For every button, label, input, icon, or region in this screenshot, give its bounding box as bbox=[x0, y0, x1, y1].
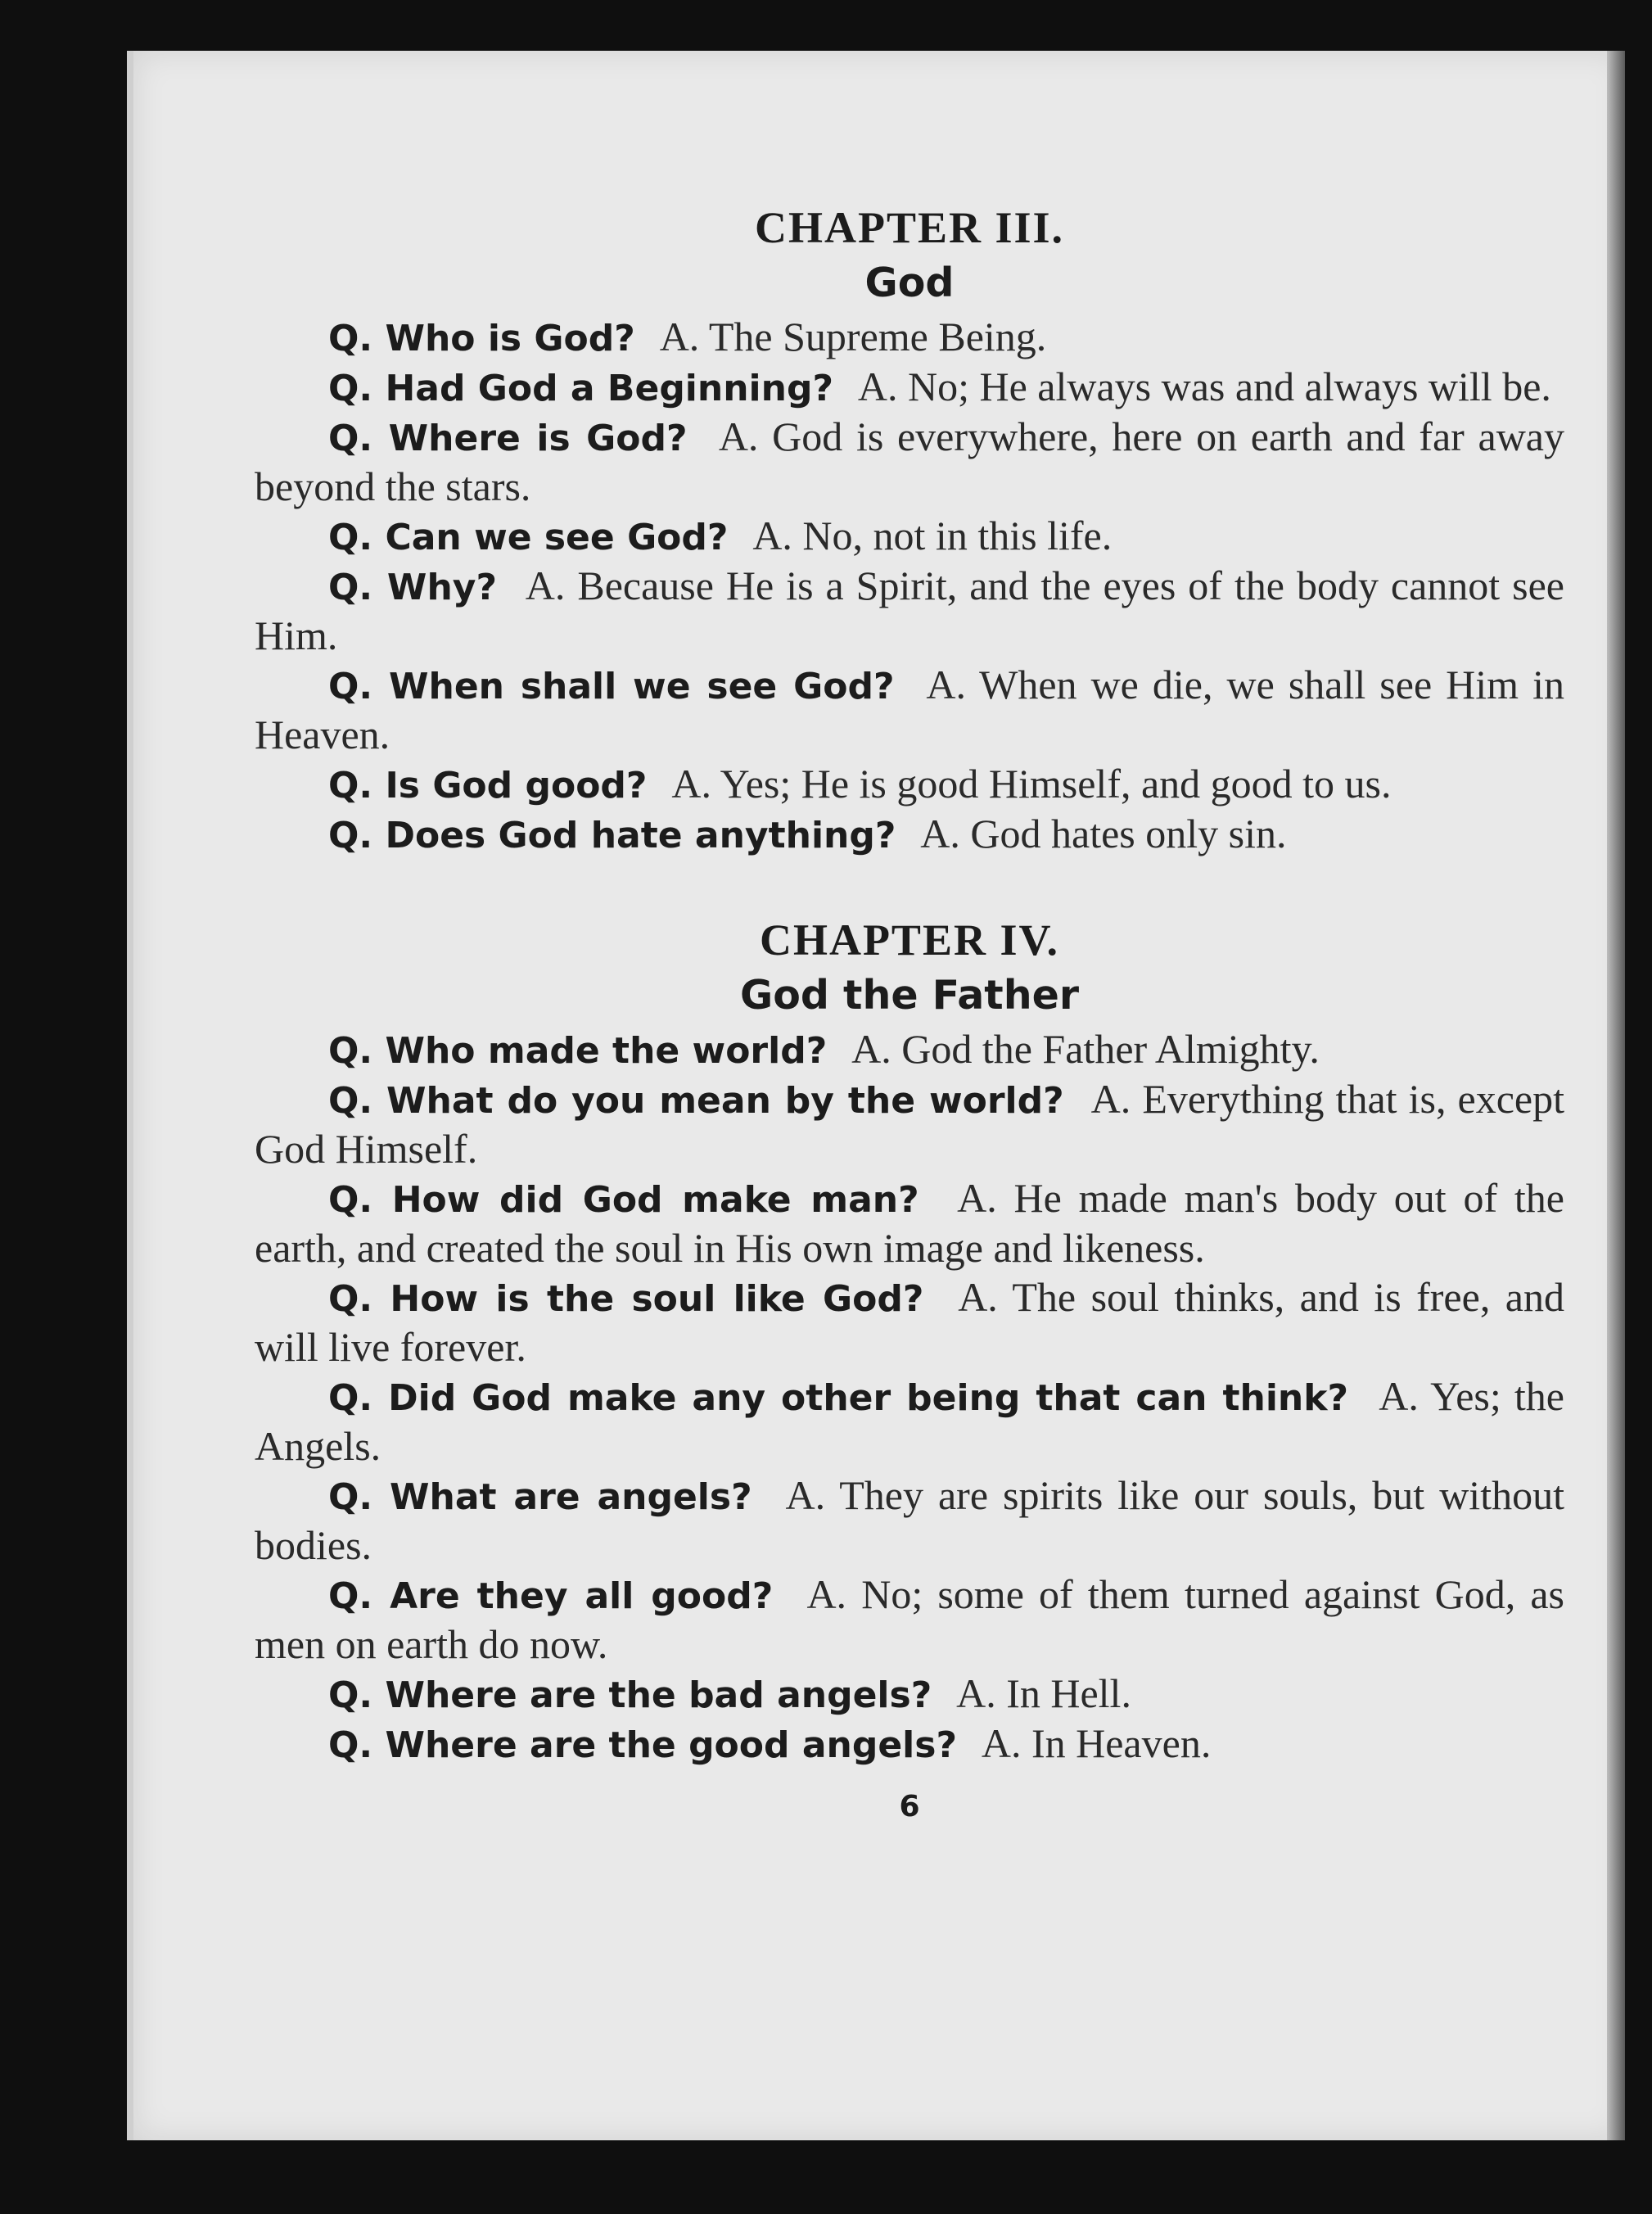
question: Q. Are they all good? bbox=[328, 1575, 774, 1617]
question: Q. How did God make man? bbox=[328, 1179, 919, 1221]
qa-item bbox=[255, 1719, 1564, 1769]
answer: A. Yes; He is good Himself, and good to us. bbox=[671, 761, 1392, 807]
question: Q. Did God make any other being that can think? bbox=[328, 1377, 1349, 1419]
question: Q. Is God good? bbox=[328, 765, 648, 807]
qa-item bbox=[255, 1471, 1564, 1570]
qa-item bbox=[255, 363, 1564, 413]
qa-item bbox=[255, 661, 1564, 760]
chapter-heading: CHAPTER IV. bbox=[759, 915, 1060, 965]
answer: A. Because He is a Spirit, and the eyes of the body cannot see Him. bbox=[255, 563, 1564, 658]
chapter-heading: CHAPTER III. bbox=[754, 203, 1065, 252]
question: Q. What do you mean by the world? bbox=[328, 1080, 1064, 1122]
answer: A. They are spirits like our souls, but without bodies. bbox=[255, 1472, 1564, 1568]
chapter-title: God bbox=[864, 260, 955, 306]
qa-item bbox=[255, 760, 1564, 810]
qa-item bbox=[255, 512, 1564, 562]
question: Q. Can we see God? bbox=[328, 517, 729, 558]
chapter-4 bbox=[255, 910, 1564, 1769]
qa-item bbox=[255, 1174, 1564, 1273]
question: Q. What are angels? bbox=[328, 1476, 752, 1518]
qa-item bbox=[255, 810, 1564, 860]
chapter-spacer bbox=[255, 860, 1564, 910]
qa-item bbox=[255, 562, 1564, 661]
chapter-3 bbox=[255, 198, 1564, 860]
answer: A. God is everywhere, here on earth and far away beyond the stars. bbox=[255, 413, 1564, 509]
qa-item bbox=[255, 1273, 1564, 1372]
qa-item bbox=[255, 1372, 1564, 1471]
question: Q. Who is God? bbox=[328, 318, 635, 359]
question: Q. Why? bbox=[328, 567, 497, 608]
question: Q. Where is God? bbox=[328, 418, 688, 459]
answer: A. When we die, we shall see Him in Heaven. bbox=[255, 662, 1564, 757]
question: Q. When shall we see God? bbox=[328, 666, 895, 707]
question: Q. How is the soul like God? bbox=[328, 1278, 924, 1320]
answer: A. God hates only sin. bbox=[920, 811, 1287, 856]
answer: A. No; He always was and always will be. bbox=[857, 364, 1551, 409]
answer: A. The Supreme Being. bbox=[659, 314, 1047, 359]
question: Q. Where are the bad angels? bbox=[328, 1674, 932, 1716]
answer: A. No; some of them turned against God, as men on earth do now. bbox=[255, 1571, 1564, 1667]
qa-item bbox=[255, 1570, 1564, 1670]
answer: A. He made man's body out of the earth, and created the soul in His own image and likeness. bbox=[255, 1175, 1564, 1271]
page-number: 6 bbox=[899, 1790, 920, 1823]
answer: A. In Heaven. bbox=[981, 1720, 1212, 1766]
page-edge bbox=[1607, 51, 1625, 2140]
question: Q. Where are the good angels? bbox=[328, 1724, 957, 1766]
answer: A. No, not in this life. bbox=[752, 513, 1113, 558]
qa-item bbox=[255, 1075, 1564, 1174]
question: Q. Who made the world? bbox=[328, 1030, 828, 1072]
chapter-title: God the Father bbox=[740, 972, 1079, 1019]
answer: A. Everything that is, except God Himself. bbox=[255, 1076, 1564, 1172]
answer: A. In Hell. bbox=[956, 1670, 1131, 1716]
answer: A. God the Father Almighty. bbox=[851, 1026, 1320, 1072]
question: Q. Had God a Beginning? bbox=[328, 368, 833, 409]
qa-item bbox=[255, 1670, 1564, 1719]
qa-item bbox=[255, 1025, 1564, 1075]
question: Q. Does God hate anything? bbox=[328, 815, 896, 856]
qa-item bbox=[255, 313, 1564, 363]
answer: A. The soul thinks, and is free, and will live forever. bbox=[255, 1274, 1564, 1370]
qa-item bbox=[255, 413, 1564, 512]
page-content bbox=[255, 198, 1564, 1831]
book-page bbox=[127, 51, 1625, 2140]
answer: A. Yes; the Angels. bbox=[255, 1373, 1564, 1469]
